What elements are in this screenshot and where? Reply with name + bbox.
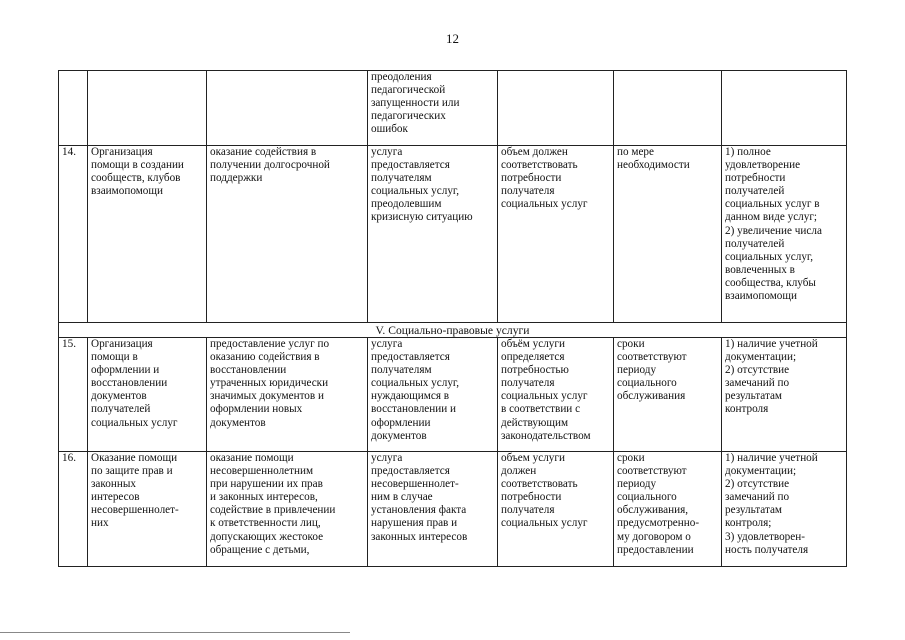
table-row-16 [59,452,847,567]
cell-conditions: услуга предоставляется получателям социальных услуг, преодолевшим кризисную ситуацию [368,146,498,323]
cell-conditions: услуга предоставляется несовершеннолет- ним в случае установления факта нарушения прав и законных интересов [368,452,498,567]
cell-terms: сроки соответствуют периоду социального обслуживания, предусмотренно- му договором о предоставлении [614,452,722,567]
section-heading-row [59,323,847,338]
cell-volume: объём услуги определяется потребностью получателя социальных услуг в соответствии с действующим законодательством [498,338,614,452]
cell-service-name [88,71,207,146]
cell-indicators [722,71,847,146]
table-row-continuation [59,71,847,146]
cell-volume: объем должен соответствовать потребности получателя социальных услуг [498,146,614,323]
table-row-14 [59,146,847,323]
table-row-15 [59,338,847,452]
cell-number [59,71,88,146]
cell-terms: по мере необходимости [614,146,722,323]
cell-service-name: Оказание помощи по защите прав и законных интересов несовершеннолет- них [88,452,207,567]
cell-service-description [207,71,368,146]
footer-rule [0,632,350,633]
cell-indicators: 1) полное удовлетворение потребности получателей социальных услуг в данном виде услуг; 2) увеличение числа получателей социальных услуг, вовлеченных в сообщества, клубы взаимопомощи [722,146,847,323]
cell-indicators: 1) наличие учетной документации; 2) отсутствие замечаний по результатам контроля [722,338,847,452]
section-heading: V. Социально-правовые услуги [59,323,847,338]
services-table [58,70,847,567]
cell-volume [498,71,614,146]
cell-service-name: Организация помощи в оформлении и восстановлении документов получателей социальных услуг [88,338,207,452]
cell-conditions: преодоления педагогической запущенности или педагогических ошибок [368,71,498,146]
cell-terms [614,71,722,146]
cell-service-description: предоставление услуг по оказанию содействия в восстановлении утраченных юридически значимых документов и оформлении новых документов [207,338,368,452]
page-number: 12 [446,31,459,46]
cell-service-description: оказание содействия в получении долгосрочной поддержки [207,146,368,323]
cell-volume: объем услуги должен соответствовать потребности получателя социальных услуг [498,452,614,567]
cell-number: 16. [59,452,88,567]
cell-number: 15. [59,338,88,452]
cell-number: 14. [59,146,88,323]
cell-service-name: Организация помощи в создании сообществ, клубов взаимопомощи [88,146,207,323]
cell-service-description: оказание помощи несовершеннолетним при нарушении их прав и законных интересов, содействие в привлечении к ответственности лиц, допускающих жестокое обращение с детьми, [207,452,368,567]
cell-terms: сроки соответствуют периоду социального обслуживания [614,338,722,452]
cell-indicators: 1) наличие учетной документации; 2) отсутствие замечаний по результатам контроля; 3) удовлетворен- ность получателя [722,452,847,567]
cell-conditions: услуга предоставляется получателям социальных услуг, нуждающимся в восстановлении и оформлении документов [368,338,498,452]
